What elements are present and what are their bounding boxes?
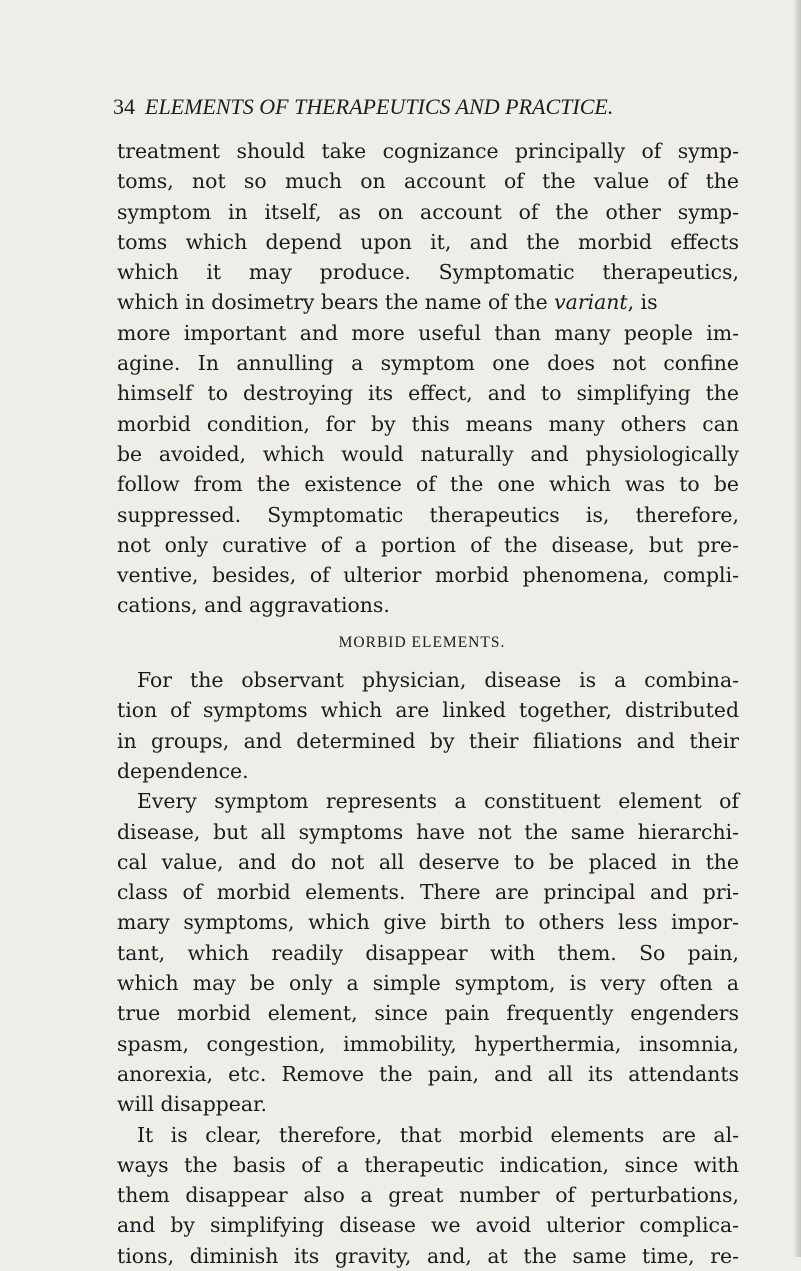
- paragraph: [117, 665, 739, 786]
- text-line: dependence.: [117, 758, 249, 783]
- text-line: which may be only a simple symptom, is very often a: [117, 971, 739, 996]
- text-line: will disappear.: [117, 1092, 268, 1117]
- text-line: spasm, congestion, immobility, hyperthermia, insomnia,: [117, 1031, 739, 1056]
- text-line: suppressed. Symptomatic therapeutics is, therefore,: [117, 502, 739, 527]
- running-header: [113, 94, 713, 120]
- text-line: more important and more useful than many people im-: [117, 320, 739, 345]
- text-line: himself to destroying its effect, and to simplifying the: [117, 381, 739, 406]
- text-line: cal value, and do not all deserve to be placed in the: [117, 849, 739, 874]
- text-line: be avoided, which would naturally and physiologically: [117, 441, 739, 466]
- text-line: ways the basis of a therapeutic indication, since with: [117, 1152, 739, 1177]
- section-heading: MORBID ELEMENTS.: [338, 633, 506, 651]
- text-line: morbid condition, for by this means many others can: [117, 411, 739, 436]
- text-line: toms which depend upon it, and the morbid effects: [117, 229, 739, 254]
- text-line: which it may produce. Symptomatic therapeutics,: [117, 260, 739, 285]
- text-line: them disappear also a great number of perturbations,: [117, 1183, 739, 1208]
- text-fragment: which in dosimetry bears the name of the: [117, 290, 555, 315]
- text-line: in groups, and determined by their filiations and their: [117, 728, 739, 753]
- text-line: not only curative of a portion of the disease, but pre-: [117, 532, 739, 557]
- paragraph: [117, 786, 739, 1119]
- text-line: toms, not so much on account of the value of the: [117, 169, 739, 194]
- text-line: ventive, besides, of ulterior morbid phenomena, compli-: [117, 563, 739, 588]
- paragraph: [117, 136, 739, 621]
- text-line: [117, 287, 739, 317]
- text-line: cations, and aggravations.: [117, 593, 390, 618]
- paragraph: [117, 1120, 739, 1271]
- text-line: For the observant physician, disease is a combina-: [137, 668, 739, 693]
- text-line: It is clear, therefore, that morbid elements are al-: [137, 1122, 739, 1147]
- text-line: mary symptoms, which give birth to others less impor-: [117, 910, 739, 935]
- text-line: follow from the existence of the one which was to be: [117, 472, 739, 497]
- body-text: [117, 136, 739, 1271]
- text-line: disease, but all symptoms have not the same hierarchi-: [117, 819, 739, 844]
- text-line: Every symptom represents a constituent element of: [137, 789, 739, 814]
- text-line: and by simplifying disease we avoid ulterior complica-: [117, 1213, 739, 1238]
- text-line: symptom in itself, as on account of the other symp-: [117, 199, 739, 224]
- text-line: true morbid element, since pain frequently engenders: [117, 1001, 739, 1026]
- emphasized-term: variant: [554, 290, 628, 315]
- running-title: ELEMENTS OF THERAPEUTICS AND PRACTICE.: [145, 94, 614, 119]
- page-edge-shadow: [793, 0, 801, 1257]
- text-line: class of morbid elements. There are principal and pri-: [117, 880, 739, 905]
- text-line: tions, diminish its gravity, and, at the same time, re-: [117, 1243, 739, 1268]
- text-line: anorexia, etc. Remove the pain, and all its attendants: [117, 1061, 739, 1086]
- text-line: tion of symptoms which are linked together, distributed: [117, 698, 739, 723]
- text-line: agine. In annulling a symptom one does not confine: [117, 351, 739, 376]
- text-line: treatment should take cognizance principally of symp-: [117, 139, 739, 163]
- text-fragment: , is: [627, 290, 658, 315]
- text-line: tant, which readily disappear with them. So pain,: [117, 940, 739, 965]
- page-number: 34: [113, 94, 135, 119]
